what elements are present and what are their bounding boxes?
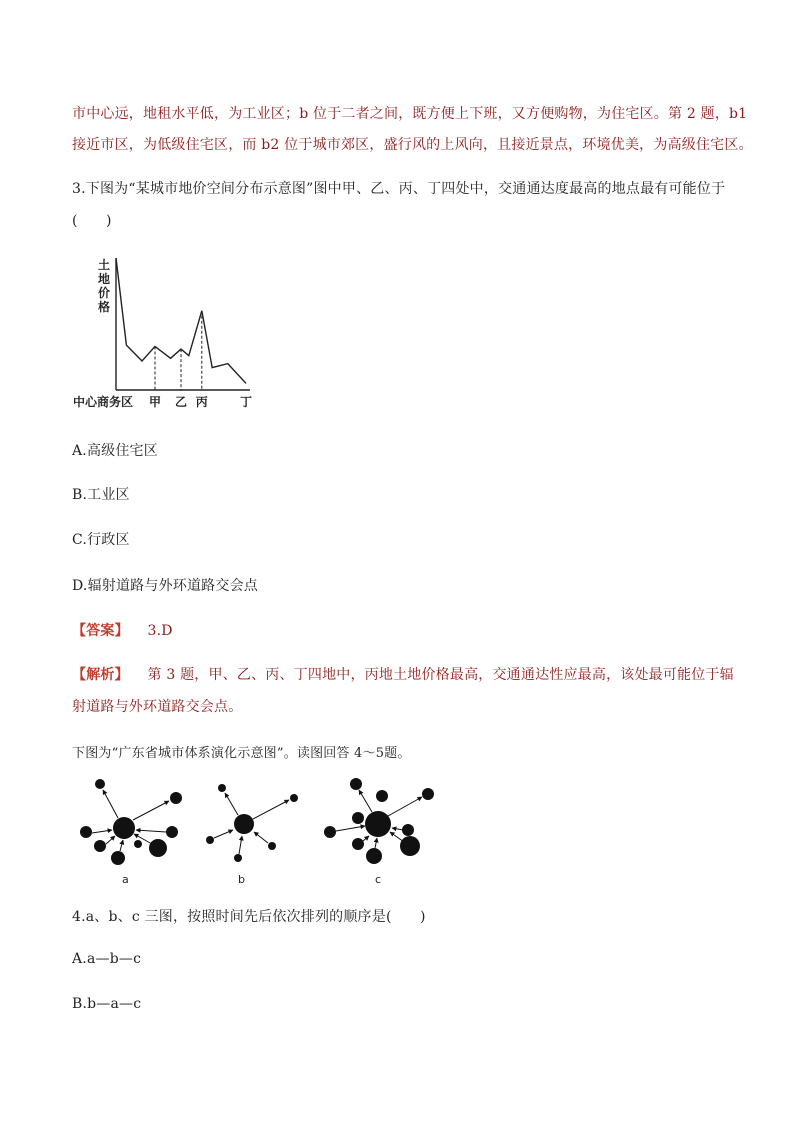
question-3-option-b: B.工业区	[72, 487, 130, 503]
question-3-option-a: A.高级住宅区	[72, 443, 158, 459]
diagram-label-a: a	[122, 873, 129, 886]
chart-ylabel-char: 格	[98, 300, 111, 314]
chart-origin-label: 中心商务区	[73, 395, 134, 409]
diagram-b	[206, 784, 298, 886]
chart-marker-label-0: 甲	[149, 395, 162, 409]
section-4-5-intro: 下图为“广东省城市体系演化示意图”。读图回答 4～5题。	[72, 746, 411, 761]
question-3-bracket: ( )	[72, 213, 112, 229]
analysis-line-1: 第 3 题，甲、乙、丙、丁四地中，丙地土地价格最高，交通通达性应最高，该处最可能位于辐	[147, 667, 734, 683]
chart-marker-label-3: 丁	[240, 395, 253, 409]
question-4-stem: 4.a、b、c 三图，按照时间先后依次排列的顺序是( )	[72, 909, 426, 925]
analysis-row	[72, 664, 734, 684]
diagram-c	[324, 778, 434, 886]
analysis-line-2: 射道路与外环道路交会点。	[72, 699, 243, 715]
question-3-option-c: C.行政区	[72, 532, 130, 548]
answer-row	[72, 620, 173, 640]
chart-marker-label-2: 丙	[195, 395, 208, 409]
question-3-stem: 3.下图为“某城市地价空间分布示意图”图中甲、乙、丙、丁四处中，交通通达度最高的地点最有可能位于	[72, 181, 726, 197]
question-4-option-b: B.b—a—c	[72, 996, 142, 1012]
land-price-chart	[70, 252, 270, 412]
chart-ylabel-char: 价	[98, 286, 111, 300]
diagram-label-b: b	[238, 873, 245, 886]
solution-line-2: 接近市区，为低级住宅区，而 b2 位于城市郊区，盛行风的上风向，且接近景点，环境优美，为高级住宅区。	[72, 137, 753, 153]
analysis-label: 【解析】	[72, 667, 129, 683]
diagram-label-c: c	[375, 873, 382, 886]
chart-ylabel-char: 地	[98, 272, 111, 286]
question-3-option-d: D.辐射道路与外环道路交会点	[72, 578, 258, 594]
city-system-diagram	[70, 770, 450, 890]
answer-label: 【答案】	[72, 623, 129, 639]
diagram-a	[80, 779, 182, 886]
chart-ylabel-char: 土	[98, 258, 111, 272]
chart-marker-label-1: 乙	[175, 395, 188, 409]
solution-line-1: 市中心远，地租水平低，为工业区；b 位于二者之间，既方便上下班，又方便购物，为住宅区。第 2 题，b1	[72, 106, 748, 122]
question-4-option-a: A.a—b—c	[72, 951, 142, 967]
answer-value: 3.D	[147, 623, 173, 639]
